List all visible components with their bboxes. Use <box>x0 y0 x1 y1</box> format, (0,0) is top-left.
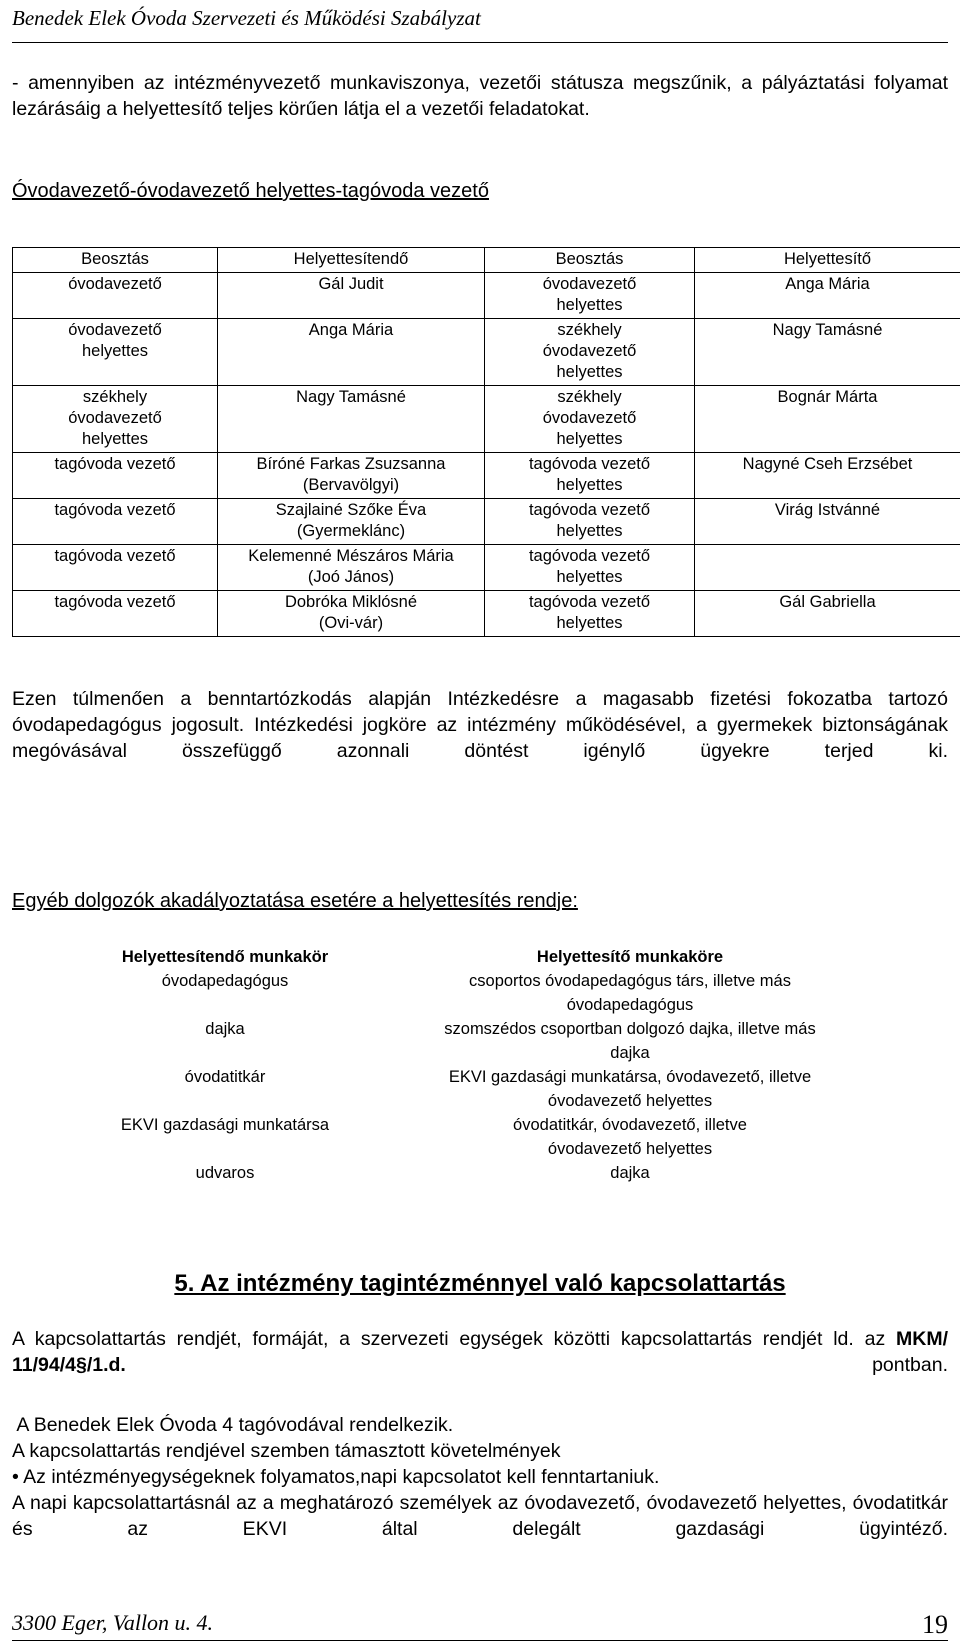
table-cell: tagóvoda vezető helyettes <box>485 453 695 499</box>
footer-address: 3300 Eger, Vallon u. 4. <box>12 1610 214 1635</box>
table-cell: székhely óvodavezető helyettes <box>485 319 695 386</box>
list-item-left: óvodatitkár <box>184 1068 266 1086</box>
bullet-item: • Az intézményegységeknek folyamatos,napi kapcsolatot kell fenntartaniuk. <box>12 1466 660 1488</box>
table-cell: tagóvoda vezető <box>13 453 218 499</box>
header-position: Beosztás <box>485 248 695 273</box>
table-row <box>13 273 960 319</box>
intro-paragraph: - amennyiben az intézményvezető munkaviszonya, vezetői státusza megszűnik, a pályáztatási folyamat lezárásáig a helyettesítő teljes körűen látja el a vezetői feladatokat. <box>12 72 948 120</box>
table-cell: óvodavezető helyettes <box>13 319 218 386</box>
table-cell: Nagy Tamásné <box>218 386 485 453</box>
table-cell: tagóvoda vezető helyettes <box>485 591 695 637</box>
page-number: 19 <box>922 1610 948 1639</box>
contact-persons-paragraph: A napi kapcsolattartásnál az a meghatározó személyek az óvodavezető, óvodavezető helyettes, óvodatitkár és az EKVI által delegált gazdasági ügyintéző. <box>12 1492 948 1540</box>
requirements-line: A kapcsolattartás rendjével szemben támasztott követelmények <box>12 1440 561 1462</box>
other-staff-heading: Egyéb dolgozók akadályoztatása esetére a helyettesítés rendje: <box>12 890 578 912</box>
after-table-paragraph: Ezen túlmenően a benntartózkodás alapján Intézkedésre a magasabb fizetési fokozatba tartozó óvodapedagógus jogosult. Intézkedési jogköre az intézmény működésével, a gyermekek biztonságának megóvásával összefüggő azonnali döntést igénylő ügyekre terjed ki. <box>12 688 948 762</box>
table-row <box>13 386 960 453</box>
substitution-table <box>12 247 960 637</box>
list-item-right: csoportos óvodapedagógus társ, illetve más óvodapedagógus <box>469 972 791 1014</box>
table-cell: Virág Istvánné <box>695 499 960 545</box>
section-paragraph-text: A kapcsolattartás rendjét, formáját, a szervezeti egységek közötti kapcsolattartás rendjét ld. az <box>12 1328 896 1350</box>
table-cell: Nagyné Cseh Erzsébet <box>695 453 960 499</box>
table-cell: Anga Mária <box>218 319 485 386</box>
table-cell: Dobróka Miklósné (Ovi-vár) <box>218 591 485 637</box>
table-cell: tagóvoda vezető <box>13 499 218 545</box>
left-column-header: Helyettesítendő munkakör <box>121 948 329 966</box>
table-cell <box>695 545 960 591</box>
table-row <box>13 453 960 499</box>
table-cell: székhely óvodavezető helyettes <box>485 386 695 453</box>
list-item-right: dajka <box>610 1164 650 1182</box>
header-position: Beosztás <box>13 248 218 273</box>
table-header-row <box>13 248 960 273</box>
table-cell: tagóvoda vezető <box>13 545 218 591</box>
page-header <box>12 2 948 43</box>
header-substituted: Helyettesítendő <box>218 248 485 273</box>
table-cell: székhely óvodavezető helyettes <box>13 386 218 453</box>
section-paragraph <box>12 1326 948 1404</box>
table-row <box>13 545 960 591</box>
section-title: 5. Az intézmény tagintézménnyel való kapcsolattartás <box>174 1270 786 1297</box>
header-title: Benedek Elek Óvoda Szervezeti és Működési Szabályzat <box>12 6 481 30</box>
table-cell: tagóvoda vezető helyettes <box>485 545 695 591</box>
footer-divider <box>12 1640 948 1641</box>
list-item-left: udvaros <box>195 1164 255 1182</box>
list-item-right: EKVI gazdasági munkatársa, óvodavezető, illetve óvodavezető helyettes <box>448 1068 812 1110</box>
table-row <box>13 319 960 386</box>
list-item-right: óvodatitkár, óvodavezető, illetve óvodavezető helyettes <box>513 1116 747 1158</box>
table-cell: Kelemenné Mészáros Mária (Joó János) <box>218 545 485 591</box>
right-column-header: Helyettesítő munkaköre <box>536 948 724 966</box>
list-item-left: óvodapedagógus <box>161 972 289 990</box>
regulation-reference: MKM/ 11/94/4§/1.d. <box>12 1328 948 1376</box>
table-cell: Gál Gabriella <box>695 591 960 637</box>
header-substitute: Helyettesítő <box>695 248 960 273</box>
table-row <box>13 591 960 637</box>
list-item-left: EKVI gazdasági munkatársa <box>120 1116 330 1134</box>
table-cell: Szajlainé Szőke Éva (Gyermeklánc) <box>218 499 485 545</box>
table-cell: Bíróné Farkas Zsuzsanna (Bervavölgyi) <box>218 453 485 499</box>
table-cell: Nagy Tamásné <box>695 319 960 386</box>
table-cell: óvodavezető helyettes <box>485 273 695 319</box>
section-paragraph-end: pontban. <box>125 1354 948 1376</box>
table-row <box>13 499 960 545</box>
table-cell: Gál Judit <box>218 273 485 319</box>
table-cell: óvodavezető <box>13 273 218 319</box>
kindergarten-count-line: A Benedek Elek Óvoda 4 tagóvodával rendelkezik. <box>12 1414 454 1436</box>
table-cell: tagóvoda vezető helyettes <box>485 499 695 545</box>
list-item-left: dajka <box>205 1020 245 1038</box>
table-cell: tagóvoda vezető <box>13 591 218 637</box>
table-cell: Anga Mária <box>695 273 960 319</box>
substitution-heading: Óvodavezető-óvodavezető helyettes-tagóvoda vezető <box>12 180 489 202</box>
list-item-right: szomszédos csoportban dolgozó dajka, illetve más dajka <box>444 1020 816 1062</box>
table-cell: Bognár Márta <box>695 386 960 453</box>
